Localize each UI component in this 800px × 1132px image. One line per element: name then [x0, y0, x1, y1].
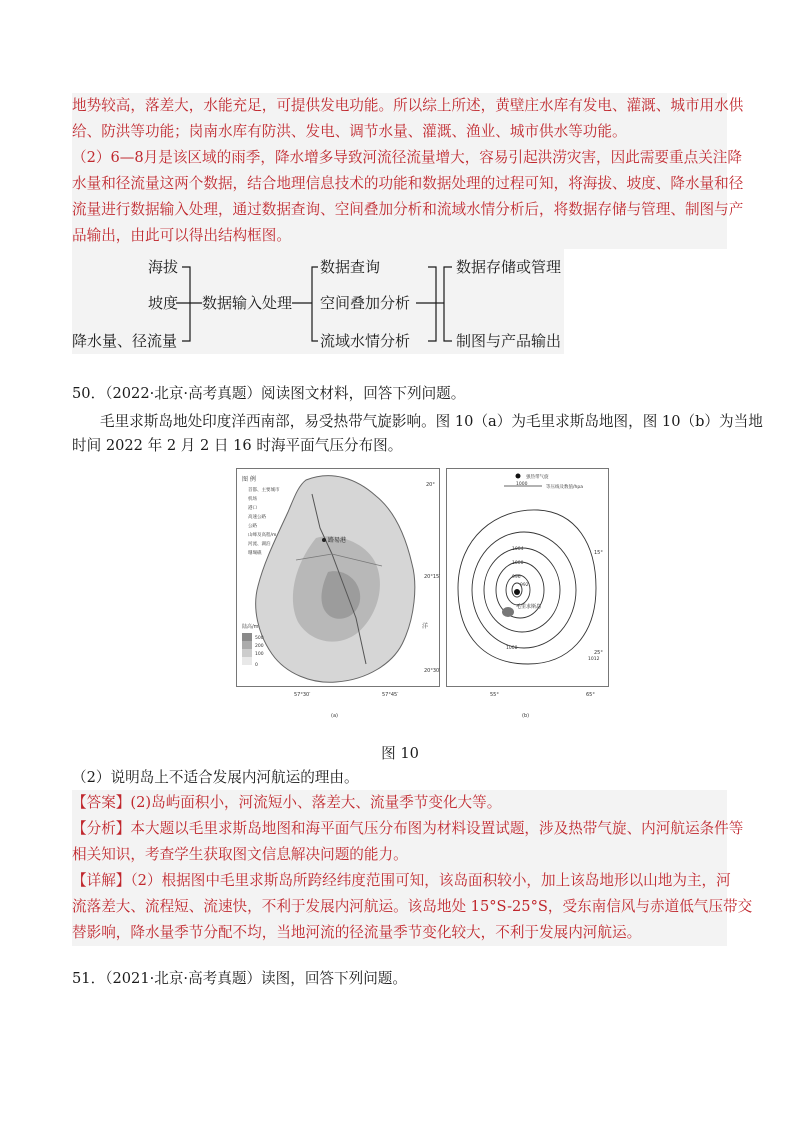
map-b-lat-2: 25°: [594, 650, 603, 656]
analysis-text-1: 本大题以毛里求斯岛地图和海平面气压分布图为材料设置试题，涉及热带气旋、内河航运条件等: [130, 820, 744, 837]
map-a-lat-2: 20°15′: [424, 574, 440, 580]
flow-output-mapping: 制图与产品输出: [456, 332, 562, 350]
map-a-elev-3: 100: [255, 652, 264, 657]
map-a-legend-item-5: 公路: [248, 524, 257, 529]
isobar-label-1012: 1012: [588, 657, 600, 662]
map-a-elev-4: 0: [255, 663, 258, 668]
map-b-lat-1: 15°: [594, 550, 603, 556]
isobar-label-1000: 1000: [512, 561, 524, 566]
map-a-legend-item-2: 机场: [248, 497, 257, 502]
q50-answer-line: [72, 790, 501, 816]
mauritius-island-marker: [502, 607, 514, 617]
isobar-label-1004: 1004: [512, 547, 524, 552]
gis-flowchart: [72, 248, 564, 354]
detail-text-1: （2）根据图中毛里求斯岛所跨经纬度范围可知，该岛面积较小，加上该岛地形以山地为主，河: [130, 872, 731, 889]
flow-input-elevation: 海拔: [148, 258, 179, 276]
map-a-legend-item-4: 高速公路: [248, 515, 266, 520]
map-a-lon-1: 57°30′: [294, 692, 311, 698]
answer-line-6: 品输出，由此可以得出结构框图。: [72, 227, 291, 244]
figure-caption: 图 10: [381, 745, 419, 762]
map-b-pressure: [446, 468, 609, 720]
q50-sub-question: （2）说明岛上不适合发展内河航运的理由。: [72, 769, 359, 786]
map-a-sub-label: (a): [331, 713, 338, 719]
map-a-legend-item-3: 港口: [248, 506, 257, 511]
q50-material-line-1: 毛里求斯岛地处印度洋西南部，易受热带气旋影响。图 10（a）为毛里求斯岛地图，图 10（b）为当地: [100, 413, 763, 430]
q50-answer-block: [72, 790, 753, 946]
map-a-sea-label: 洋: [422, 623, 429, 630]
answer-continuation-block: [72, 93, 744, 249]
map-b-legend-item-1: 强热带气旋: [526, 475, 549, 480]
map-b-lon-1: 55°: [490, 692, 499, 698]
cyclone-center-marker: [514, 589, 520, 595]
answer-tag: 【答案】: [72, 794, 131, 811]
flow-connectors: [72, 248, 564, 354]
answer-line-1: 地势较高，落差大，水能充足，可提供发电功能。所以综上所述，黄壁庄水库有发电、灌溉、城市用水供: [72, 97, 744, 114]
q50-detail-line-3: 替影响，降水量季节分配不均，当地河流的径流量季节变化较大，不利于发展内河航运。: [72, 924, 642, 941]
map-b-sub-label: (b): [522, 713, 530, 719]
isobar-label-996: 996: [512, 575, 521, 580]
map-b-legend-item-2: 等压线及数值/hpa: [546, 485, 583, 490]
flow-analysis-watershed: 流域水情分析: [320, 332, 411, 350]
q50-material-line-2: 时间 2022 年 2 月 2 日 16 时海平面气压分布图。: [72, 437, 403, 454]
flow-input-precip-runoff: 降水量、径流量: [72, 332, 178, 350]
map-a-mauritius: [236, 468, 440, 720]
map-a-elev-1: 500: [255, 636, 264, 641]
flow-input-slope: 坡度: [148, 294, 179, 312]
analysis-tag: 【分析】: [72, 820, 131, 837]
map-a-city-label: 路易港: [328, 537, 347, 544]
map-a-elev-title: 陆高/m: [242, 624, 259, 630]
map-a-lat-1: 20°: [426, 482, 435, 488]
flow-analysis-overlay: 空间叠加分析: [320, 294, 411, 312]
map-b-lon-2: 65°: [586, 692, 595, 698]
answer-line-3: （2）6—8月是该区域的雨季，降水增多导致河流径流量增大，容易引起洪涝灾害，因此需要重点关注降: [72, 149, 742, 166]
map-a-legend-item-7: 河流、湖泊: [248, 542, 271, 547]
answer-text: (2)岛屿面积小，河流短小、落差大、流量季节变化大等。: [130, 794, 502, 811]
flow-output-storage: 数据存储或管理: [456, 258, 562, 276]
isobar-label-1008: 1008: [506, 646, 518, 651]
map-a-legend-item-8: 珊瑚礁: [248, 551, 262, 556]
map-a-legend-item-6: 山峰及高程/m: [248, 533, 277, 538]
question-51-title: 51．（2021·北京·高考真题）读图，回答下列问题。: [72, 970, 407, 987]
map-b-legend-sample: 1000: [516, 482, 528, 487]
q50-analysis-line-1: [72, 816, 743, 842]
q50-detail-line-2: 流落差大、流程短、流速快，不利于发展内河航运。该岛地处 15°S-25°S，受东南信风与赤道低气压带交: [72, 898, 753, 915]
detail-tag: 【详解】: [72, 872, 131, 889]
map-a-lat-3: 20°30′: [424, 668, 440, 674]
map-a-legend-title: 图 例: [242, 476, 256, 483]
answer-line-4: 水量和径流量这两个数据，结合地理信息技术的功能和数据处理的过程可知，将海拔、坡度、降水量和径: [72, 175, 744, 192]
answer-line-5: 流量进行数据输入处理，通过数据查询、空间叠加分析和流域水情分析后，将数据存储与管理、制图与产: [72, 201, 744, 218]
map-b-island-label: 毛里求斯岛: [516, 604, 542, 610]
map-a-legend-item-1: 首都、主要城市: [248, 488, 280, 493]
q50-analysis-line-2: 相关知识，考查学生获取图文信息解决问题的能力。: [72, 846, 408, 863]
flow-process: 数据输入处理: [202, 294, 293, 312]
map-a-lon-2: 57°45′: [382, 692, 399, 698]
q50-detail-line-1: [72, 868, 731, 894]
answer-line-2: 给、防洪等功能；岗南水库有防洪、发电、调节水量、灌溉、渔业、城市供水等功能。: [72, 123, 627, 140]
question-50-title: 50．（2022·北京·高考真题）阅读图文材料，回答下列问题。: [72, 385, 466, 402]
isobar-label-992: 992: [520, 583, 529, 588]
map-a-elev-2: 200: [255, 644, 264, 649]
flow-analysis-query: 数据查询: [320, 258, 381, 276]
